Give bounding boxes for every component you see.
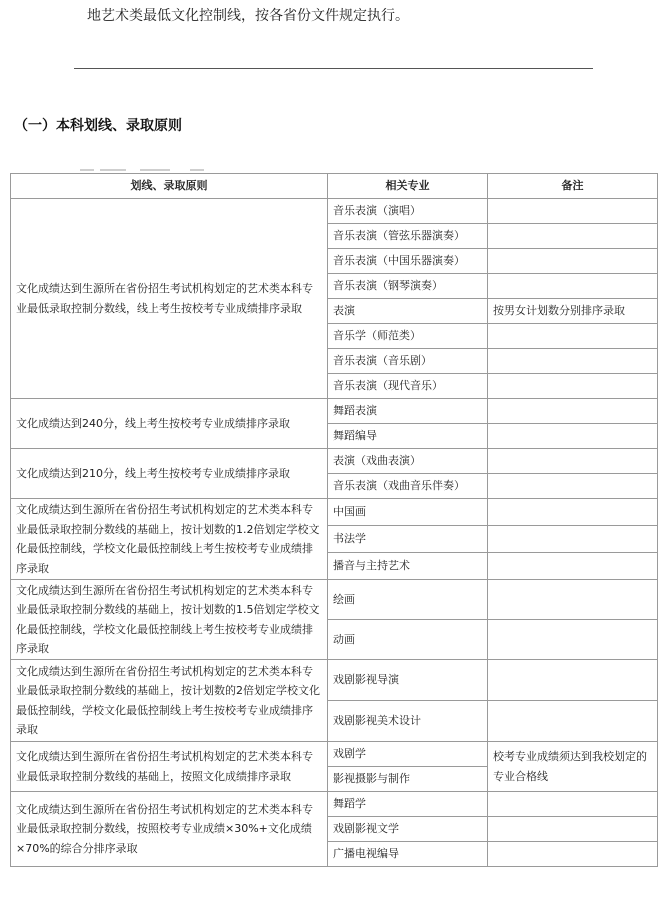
remark-cell xyxy=(488,499,658,526)
header-remarks: 备注 xyxy=(488,174,658,199)
table-row xyxy=(11,580,658,620)
remark-cell xyxy=(488,620,658,660)
major-cell: 表演（戏曲表演） xyxy=(328,449,488,474)
remark-cell xyxy=(488,792,658,817)
major-cell: 音乐表演（音乐剧） xyxy=(328,349,488,374)
remark-cell xyxy=(488,817,658,842)
remark-cell xyxy=(488,553,658,580)
principle-cell: 文化成绩达到生源所在省份招生考试机构划定的艺术类本科专业最低录取控制分数线的基础上，按计划数的1.5倍划定学校文化最低控制线，学校文化最低控制线上考生按校考专业成绩排序录取 xyxy=(11,580,328,660)
remark-cell xyxy=(488,580,658,620)
remark-cell xyxy=(488,424,658,449)
major-cell: 动画 xyxy=(328,620,488,660)
remark-cell xyxy=(488,199,658,224)
divider-line xyxy=(74,68,593,69)
principle-cell: 文化成绩达到生源所在省份招生考试机构划定的艺术类本科专业最低录取控制分数线，按照校考专业成绩×30%+文化成绩×70%的综合分排序录取 xyxy=(11,792,328,867)
major-cell: 音乐表演（管弦乐器演奏） xyxy=(328,224,488,249)
table-row xyxy=(11,742,658,767)
major-cell: 音乐表演（中国乐器演奏） xyxy=(328,249,488,274)
remark-cell xyxy=(488,701,658,742)
remark-cell xyxy=(488,274,658,299)
header-majors: 相关专业 xyxy=(328,174,488,199)
table-row xyxy=(11,660,658,701)
section-title: （一）本科划线、录取原则 xyxy=(14,118,182,134)
major-cell: 播音与主持艺术 xyxy=(328,553,488,580)
remark-cell: 按男女计划数分别排序录取 xyxy=(488,299,658,324)
major-cell: 书法学 xyxy=(328,526,488,553)
table-row xyxy=(11,399,658,424)
header-principle: 划线、录取原则 xyxy=(11,174,328,199)
intro-text: 地艺术类最低文化控制线，按各省份文件规定执行。 xyxy=(87,8,409,24)
major-cell: 舞蹈编导 xyxy=(328,424,488,449)
major-cell: 中国画 xyxy=(328,499,488,526)
major-cell: 音乐表演（钢琴演奏） xyxy=(328,274,488,299)
faint-background-text xyxy=(80,161,240,171)
major-cell: 音乐表演（戏曲音乐伴奏） xyxy=(328,474,488,499)
major-cell: 音乐表演（演唱） xyxy=(328,199,488,224)
major-cell: 舞蹈表演 xyxy=(328,399,488,424)
remark-cell xyxy=(488,449,658,474)
remark-cell xyxy=(488,474,658,499)
remark-cell xyxy=(488,224,658,249)
table-header-row xyxy=(11,174,658,199)
remark-cell xyxy=(488,374,658,399)
remark-cell xyxy=(488,660,658,701)
major-cell: 舞蹈学 xyxy=(328,792,488,817)
principle-cell: 文化成绩达到生源所在省份招生考试机构划定的艺术类本科专业最低录取控制分数线的基础上，按计划数的2倍划定学校文化最低控制线，学校文化最低控制线上考生按校考专业成绩排序录取 xyxy=(11,660,328,742)
major-cell: 戏剧学 xyxy=(328,742,488,767)
remark-cell: 校考专业成绩须达到我校划定的专业合格线 xyxy=(488,742,658,792)
principle-cell: 文化成绩达到生源所在省份招生考试机构划定的艺术类本科专业最低录取控制分数线的基础上，按计划数的1.2倍划定学校文化最低控制线，学校文化最低控制线上考生按校考专业成绩排序录取 xyxy=(11,499,328,580)
major-cell: 戏剧影视美术设计 xyxy=(328,701,488,742)
remark-cell xyxy=(488,349,658,374)
principle-cell: 文化成绩达到生源所在省份招生考试机构划定的艺术类本科专业最低录取控制分数线的基础上，按照文化成绩排序录取 xyxy=(11,742,328,792)
table-row xyxy=(11,792,658,817)
remark-cell xyxy=(488,842,658,867)
major-cell: 绘画 xyxy=(328,580,488,620)
principle-cell: 文化成绩达到生源所在省份招生考试机构划定的艺术类本科专业最低录取控制分数线，线上考生按校考专业成绩排序录取 xyxy=(11,199,328,399)
principle-cell: 文化成绩达到210分，线上考生按校考专业成绩排序录取 xyxy=(11,449,328,499)
major-cell: 影视摄影与制作 xyxy=(328,767,488,792)
major-cell: 表演 xyxy=(328,299,488,324)
remark-cell xyxy=(488,526,658,553)
remark-cell xyxy=(488,399,658,424)
remark-cell xyxy=(488,324,658,349)
admission-rules-table xyxy=(10,173,658,867)
major-cell: 音乐学（师范类） xyxy=(328,324,488,349)
major-cell: 戏剧影视文学 xyxy=(328,817,488,842)
principle-cell: 文化成绩达到240分，线上考生按校考专业成绩排序录取 xyxy=(11,399,328,449)
table-row xyxy=(11,449,658,474)
major-cell: 广播电视编导 xyxy=(328,842,488,867)
major-cell: 音乐表演（现代音乐） xyxy=(328,374,488,399)
table-row xyxy=(11,199,658,224)
table-row xyxy=(11,499,658,526)
major-cell: 戏剧影视导演 xyxy=(328,660,488,701)
remark-cell xyxy=(488,249,658,274)
